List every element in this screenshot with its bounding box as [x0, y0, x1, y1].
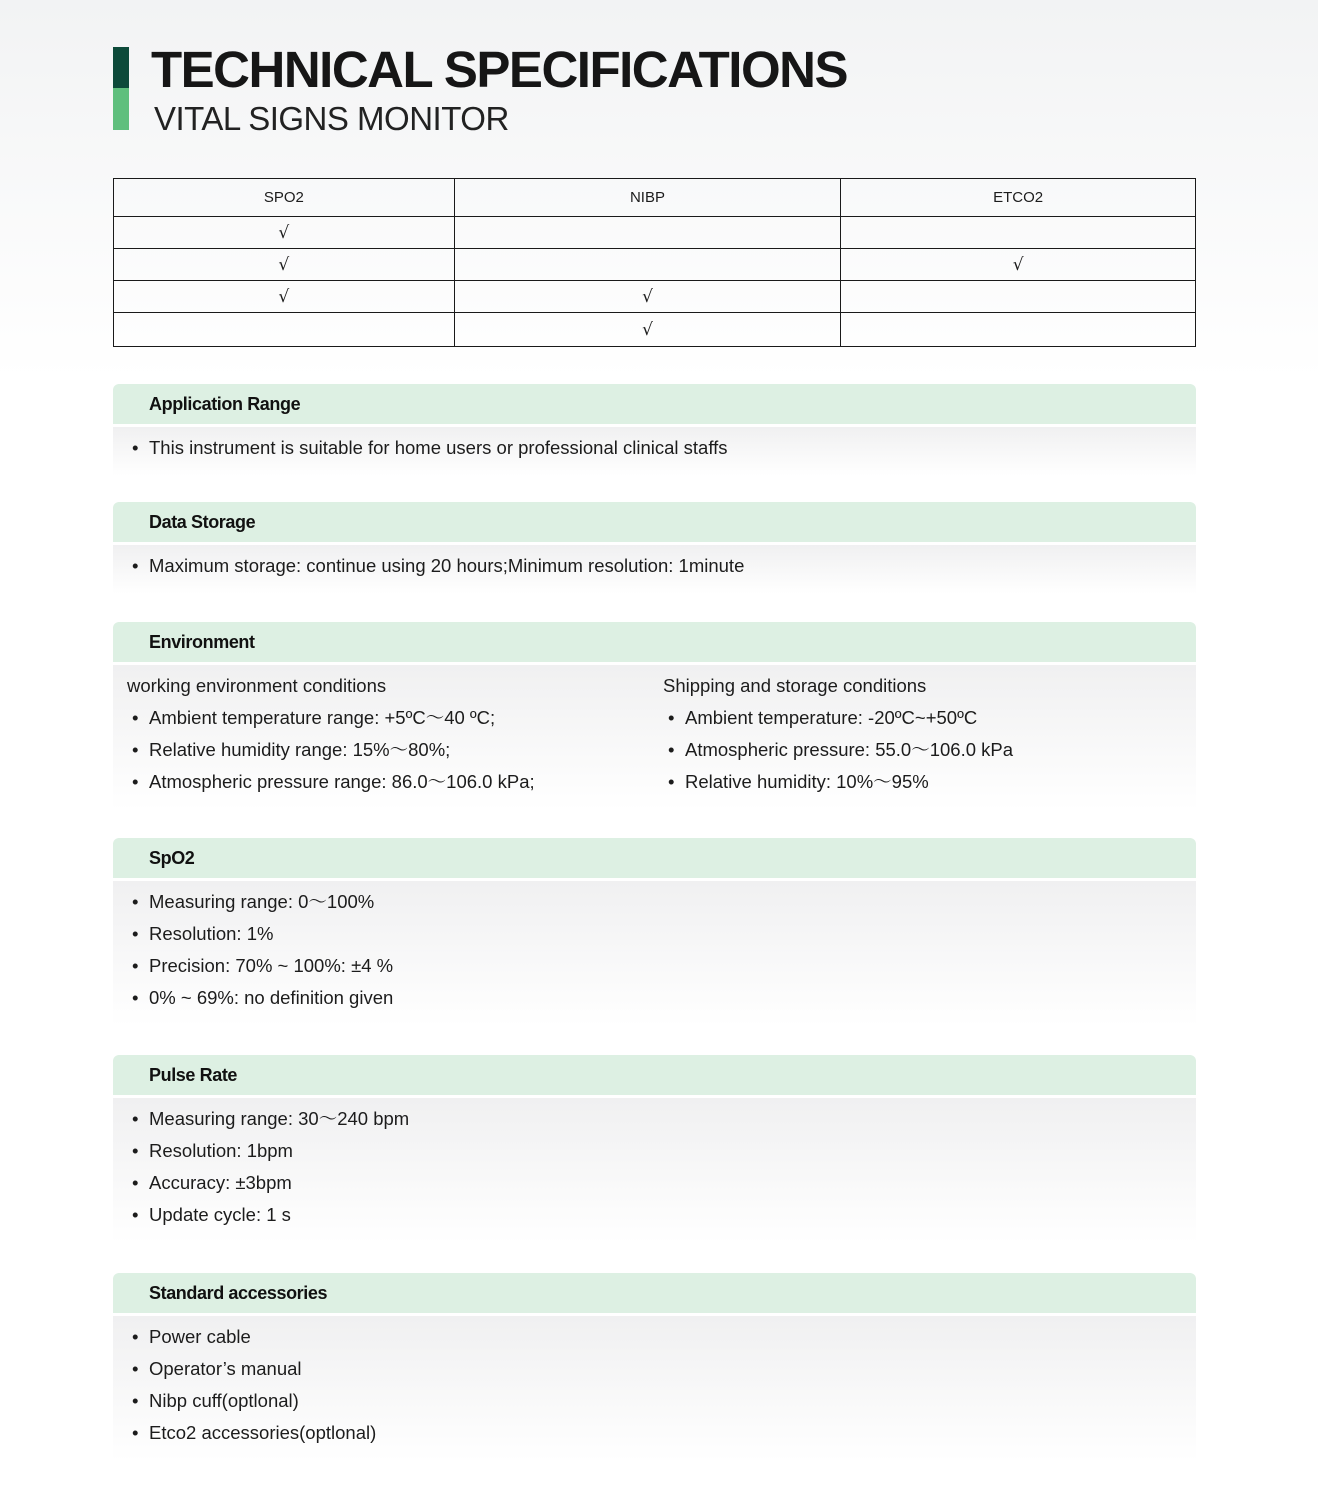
accent-bar-light: [113, 88, 129, 130]
section-title: SpO2: [149, 848, 195, 868]
configuration-matrix: [113, 178, 1196, 347]
section-title: Pulse Rate: [149, 1065, 238, 1085]
list-item: • Precision: 70% ~ 100%: ±4 %: [132, 955, 394, 976]
list-item: • Etco2 accessories(optlonal): [132, 1422, 377, 1443]
section-spo2: [113, 838, 1196, 1026]
list-item: • Nibp cuff(optlonal): [132, 1390, 299, 1411]
list-item: • Relative humidity: 10%～95%: [668, 771, 929, 792]
section-body: [113, 1316, 1196, 1461]
section-body: [113, 665, 1196, 810]
shipping-conditions: [649, 670, 1185, 798]
list-item: • Resolution: 1%: [132, 923, 274, 944]
matrix-cell: [841, 217, 1196, 249]
matrix-cell: [454, 217, 841, 249]
matrix-cell: √: [114, 281, 455, 313]
list-item: • Power cable: [132, 1326, 251, 1347]
section-accessories: [113, 1273, 1196, 1461]
section-title: Standard accessories: [149, 1283, 328, 1303]
list-item: • Measuring range: 0～100%: [132, 891, 375, 912]
section-body: [113, 881, 1196, 1026]
matrix-cell: [114, 313, 455, 347]
section-header: [113, 1273, 1196, 1313]
section-header: [113, 622, 1196, 662]
matrix-row: [114, 281, 1196, 313]
section-title: Data Storage: [149, 512, 256, 532]
matrix-header-cell: SPO2: [114, 179, 455, 217]
accent-bar: [113, 47, 129, 130]
section-pulse-rate: [113, 1055, 1196, 1243]
matrix-row: [114, 217, 1196, 249]
section-data-storage: [113, 502, 1196, 594]
matrix-cell: [841, 313, 1196, 347]
matrix-cell: [454, 249, 841, 281]
column-heading: working environment conditions: [127, 675, 387, 696]
matrix-row: [114, 249, 1196, 281]
section-title: Application Range: [149, 394, 301, 414]
section-body: [113, 427, 1196, 476]
section-body: [113, 1098, 1196, 1243]
list-item: • Update cycle: 1 s: [132, 1204, 291, 1225]
section-title: Environment: [149, 632, 255, 652]
matrix-cell: √: [454, 313, 841, 347]
matrix-cell: √: [454, 281, 841, 313]
list-item: • Operator’s manual: [132, 1358, 302, 1379]
matrix-cell: √: [114, 249, 455, 281]
section-header: [113, 838, 1196, 878]
list-item: • Ambient temperature: -20ºC~+50ºC: [668, 707, 978, 728]
page-title: TECHNICAL SPECIFICATIONS: [151, 41, 847, 98]
accent-bar-dark: [113, 47, 129, 88]
working-conditions: [113, 670, 649, 798]
matrix-cell: √: [841, 249, 1196, 281]
matrix-cell: √: [114, 217, 455, 249]
page-header: [113, 42, 1013, 142]
list-item: • Measuring range: 30～240 bpm: [132, 1108, 410, 1129]
matrix-header-cell: ETCO2: [841, 179, 1196, 217]
list-item: • Maximum storage: continue using 20 hours;Minimum resolution: 1minute: [132, 555, 745, 576]
list-item: • Atmospheric pressure: 55.0～106.0 kPa: [668, 739, 1014, 760]
column-heading: Shipping and storage conditions: [663, 675, 927, 696]
list-item: • Resolution: 1bpm: [132, 1140, 293, 1161]
page-subtitle: VITAL SIGNS MONITOR: [154, 100, 509, 137]
matrix-header-row: [114, 179, 1196, 217]
section-body: [113, 545, 1196, 594]
matrix-header-cell: NIBP: [454, 179, 841, 217]
list-item: • Atmospheric pressure range: 86.0～106.0 kPa;: [132, 771, 535, 792]
list-item: • This instrument is suitable for home users or professional clinical staffs: [132, 437, 728, 458]
list-item: • Ambient temperature range: +5ºC～40 ºC;: [132, 707, 496, 728]
matrix-row: [114, 313, 1196, 347]
list-item: • Accuracy: ±3bpm: [132, 1172, 292, 1193]
section-header: [113, 384, 1196, 424]
section-header: [113, 502, 1196, 542]
section-environment: [113, 622, 1196, 810]
matrix-cell: [841, 281, 1196, 313]
section-application-range: [113, 384, 1196, 476]
list-item: • 0% ~ 69%: no definition given: [132, 987, 394, 1008]
list-item: • Relative humidity range: 15%～80%;: [132, 739, 451, 760]
section-header: [113, 1055, 1196, 1095]
